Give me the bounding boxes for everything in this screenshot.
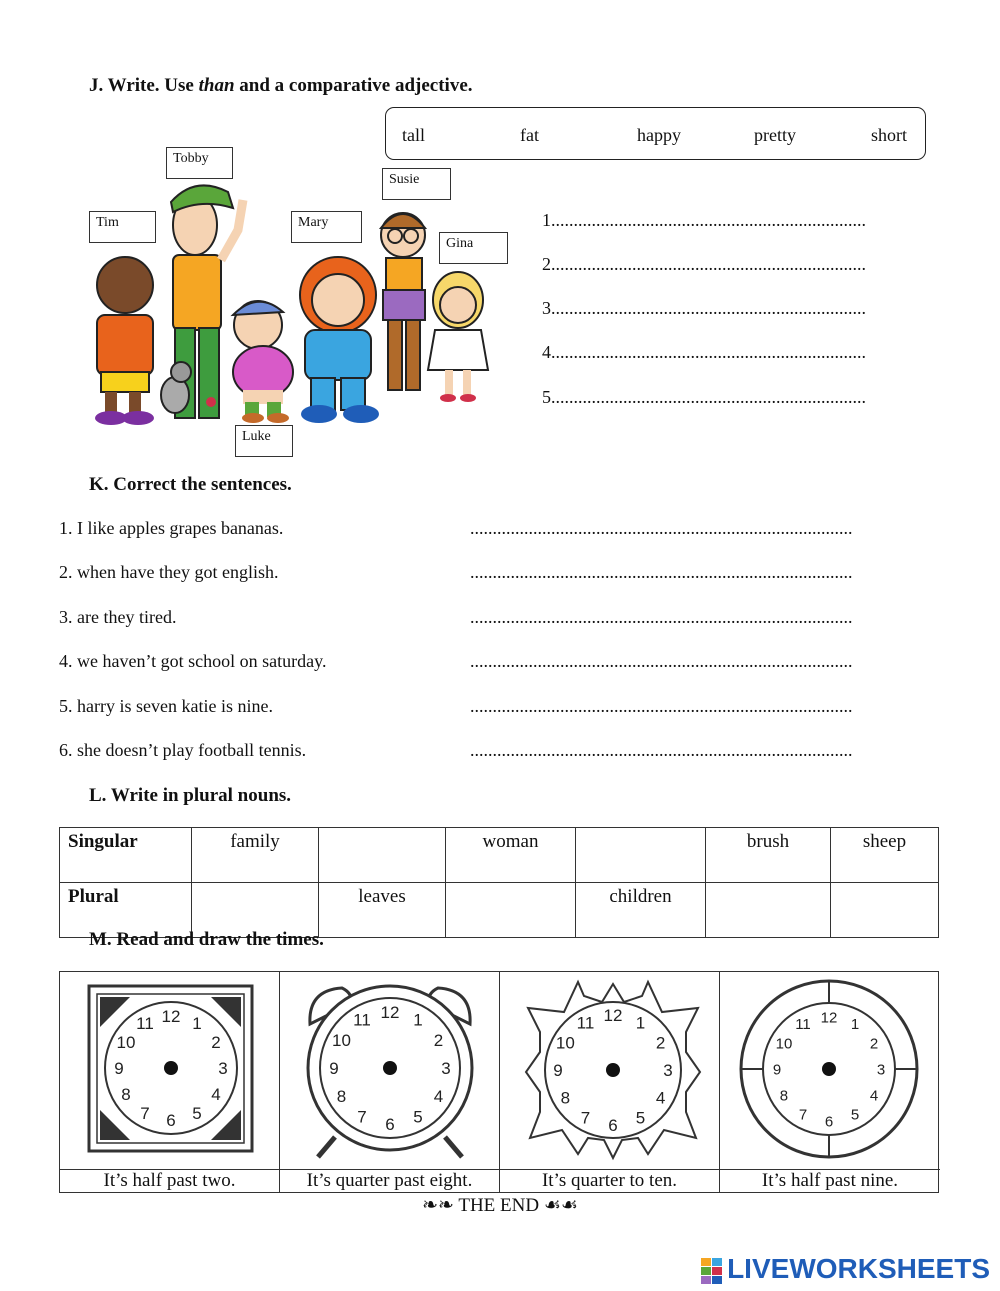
ornament-left-icon: ❧❧: [422, 1195, 454, 1216]
clock-cell-2: [280, 972, 500, 1169]
singular-row: [60, 828, 939, 883]
clock-cell-3: [500, 972, 720, 1169]
clock-alarm[interactable]: [280, 972, 499, 1169]
child-mary: [300, 257, 379, 423]
plural-cell-6[interactable]: [831, 883, 939, 938]
clock-numeral: 9: [329, 1058, 339, 1078]
singular-cell-3: woman: [446, 828, 576, 883]
plural-cell-5[interactable]: [706, 883, 831, 938]
clock-caption-3: It’s quarter to ten.: [500, 1169, 720, 1193]
singular-cell-4[interactable]: [576, 828, 706, 883]
plural-table: [59, 827, 939, 938]
name-tag-gina: Gina: [439, 232, 508, 264]
clock-cell-1: [60, 972, 280, 1169]
child-luke: [233, 301, 293, 423]
clock-numeral: 9: [553, 1060, 563, 1080]
singular-cell-6: sheep: [831, 828, 939, 883]
clock-numeral: 6: [608, 1115, 618, 1135]
sentence-6: 6. she doesn’t play football tennis.: [59, 740, 307, 760]
clock-numeral: 1: [192, 1013, 202, 1033]
answer-line-3[interactable]: 3......................................................................: [542, 298, 866, 318]
clock-numeral: 6: [166, 1110, 176, 1130]
answer-line-1[interactable]: 1......................................................................: [542, 210, 866, 230]
section-j-title: J. Write. Use than and a comparative adjective.: [89, 75, 473, 96]
clock-numeral: 3: [876, 1061, 886, 1079]
clock-center-dot: [822, 1062, 836, 1076]
word-tall: tall: [402, 125, 425, 145]
clock-numeral: 5: [850, 1106, 860, 1124]
brand-text: LIVEWORKSHEETS: [727, 1253, 990, 1284]
plural-label: Plural: [60, 883, 192, 938]
ornament-right-icon: ☙☙: [543, 1195, 578, 1216]
clock-numeral: 1: [413, 1010, 423, 1030]
clock-numeral: 8: [336, 1086, 347, 1106]
clock-numeral: 1: [635, 1013, 646, 1033]
word-fat: fat: [520, 125, 539, 145]
clock-numeral: 11: [576, 1013, 595, 1033]
clock-numeral: 12: [161, 1006, 181, 1026]
section-m-title: M. Read and draw the times.: [89, 929, 324, 950]
sentence-5: 5. harry is seven katie is nine.: [59, 696, 273, 716]
clock-numeral: 10: [116, 1032, 136, 1052]
clock-numeral: 12: [380, 1002, 400, 1022]
clock-numeral: 8: [779, 1087, 789, 1105]
the-end: [0, 1194, 1000, 1217]
name-tag-susie: Susie: [382, 168, 451, 200]
correction-line-4[interactable]: .....................................................................................: [470, 651, 853, 671]
clock-numeral: 10: [775, 1035, 793, 1053]
answer-line-4[interactable]: 4......................................................................: [542, 342, 866, 362]
clock-numeral: 2: [433, 1030, 444, 1050]
clock-numeral: 10: [332, 1030, 351, 1050]
sentence-4: 4. we haven’t got school on saturday.: [59, 651, 327, 671]
correction-line-6[interactable]: .....................................................................................: [470, 740, 853, 760]
clock-numeral: 6: [824, 1113, 834, 1131]
clock-numeral: 11: [136, 1013, 154, 1033]
answer-line-2[interactable]: 2......................................................................: [542, 254, 866, 274]
singular-label: Singular: [60, 828, 192, 883]
clock-numeral: 10: [555, 1033, 575, 1053]
liveworksheets-brand[interactable]: [701, 1253, 990, 1285]
clock-center-dot: [164, 1061, 178, 1075]
singular-cell-1: family: [192, 828, 319, 883]
name-tag-tim: Tim: [89, 211, 156, 243]
clock-numeral: 4: [433, 1086, 444, 1106]
clock-numeral: 5: [635, 1108, 646, 1128]
clock-center-dot: [606, 1063, 620, 1077]
word-pretty: pretty: [754, 125, 796, 145]
child-tim: [95, 257, 154, 425]
section-l-title: L. Write in plural nouns.: [89, 785, 292, 806]
clock-numeral: 9: [772, 1061, 782, 1079]
clock-center-dot: [383, 1061, 397, 1075]
singular-cell-2[interactable]: [319, 828, 446, 883]
clock-numeral: 7: [580, 1108, 591, 1128]
clock-numeral: 3: [441, 1058, 451, 1078]
clock-numeral: 5: [192, 1103, 202, 1123]
clock-numeral: 7: [140, 1103, 150, 1123]
clock-numeral: 4: [869, 1087, 879, 1105]
section-k-title: K. Correct the sentences.: [89, 474, 292, 495]
word-happy: happy: [637, 125, 681, 145]
sentence-3: 3. are they tired.: [59, 607, 177, 627]
correction-line-3[interactable]: .....................................................................................: [470, 607, 853, 627]
clock-numeral: 11: [795, 1016, 811, 1034]
liveworksheets-logo-icon: [701, 1258, 723, 1284]
clock-numeral: 6: [385, 1114, 395, 1134]
sentence-1: 1. I like apples grapes bananas.: [59, 518, 284, 538]
clock-numeral: 4: [655, 1088, 666, 1108]
clock-caption-4: It’s half past nine.: [720, 1169, 940, 1193]
answer-line-5[interactable]: 5......................................................................: [542, 387, 866, 407]
clock-star[interactable]: [500, 972, 719, 1169]
clock-caption-1: It’s half past two.: [60, 1169, 280, 1193]
clock-numeral: 2: [211, 1032, 221, 1052]
clock-numeral: 5: [413, 1107, 423, 1127]
clock-numeral: 7: [357, 1107, 367, 1127]
clock-numeral: 2: [869, 1035, 879, 1053]
singular-cell-5: brush: [706, 828, 831, 883]
clock-numeral: 1: [850, 1016, 860, 1034]
clock-square[interactable]: [60, 972, 279, 1169]
clock-numeral: 8: [560, 1088, 571, 1108]
correction-line-5[interactable]: .....................................................................................: [470, 696, 853, 716]
clock-numeral: 3: [663, 1060, 673, 1080]
name-tag-mary: Mary: [291, 211, 362, 243]
correction-line-1[interactable]: .....................................................................................: [470, 518, 853, 538]
clock-numeral: 2: [655, 1033, 666, 1053]
clock-numeral: 8: [121, 1084, 131, 1104]
clock-numeral: 11: [353, 1010, 371, 1030]
clock-caption-2: It’s quarter past eight.: [280, 1169, 500, 1193]
plural-cell-4: children: [576, 883, 706, 938]
correction-line-2[interactable]: .....................................................................................: [470, 562, 853, 582]
name-tag-tobby: Tobby: [166, 147, 233, 179]
clock-cell-4: [720, 972, 940, 1169]
child-susie: [381, 213, 425, 390]
clocks-table: [59, 971, 939, 1193]
clock-numeral: 4: [211, 1084, 221, 1104]
child-gina: [428, 272, 488, 402]
plural-cell-3[interactable]: [446, 883, 576, 938]
name-tag-luke: Luke: [235, 425, 293, 457]
clock-numeral: 12: [820, 1009, 838, 1027]
clock-numeral: 9: [114, 1058, 124, 1078]
clock-ring[interactable]: [720, 972, 939, 1169]
clock-numeral: 12: [603, 1005, 623, 1025]
sentence-2: 2. when have they got english.: [59, 562, 279, 582]
end-text: THE END: [458, 1195, 540, 1216]
clock-numeral: 7: [798, 1106, 808, 1124]
plural-cell-2: leaves: [319, 883, 446, 938]
word-short: short: [871, 125, 907, 145]
clock-numeral: 3: [218, 1058, 228, 1078]
